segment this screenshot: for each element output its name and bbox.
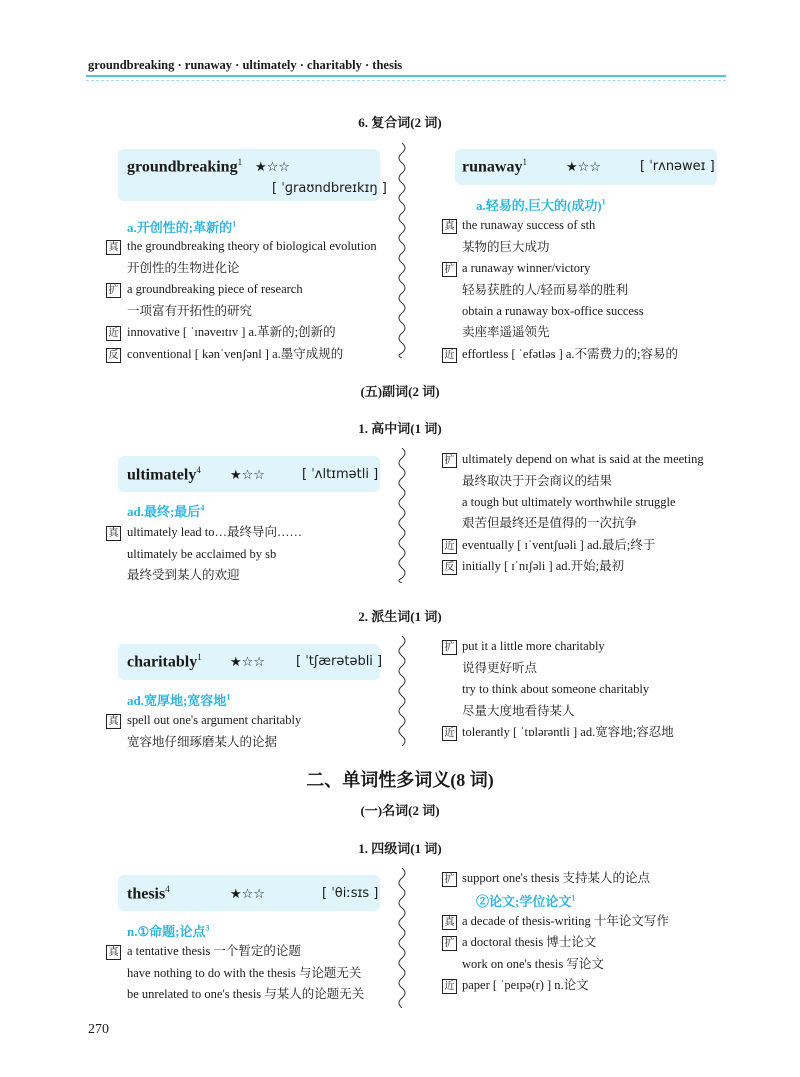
- heading-noun: (一)名词(2 词): [360, 803, 440, 818]
- sense-text: ②论文;学位论文: [476, 894, 572, 909]
- headword-text: thesis: [127, 885, 166, 903]
- heading-derived: 2. 派生词(1 词): [358, 609, 442, 624]
- star-rating: ★☆☆: [230, 655, 265, 670]
- example-translation: 轻易获胜的人/轻而易举的胜利: [462, 283, 628, 297]
- sense-2: [476, 891, 575, 910]
- heading-section2: 二、单词性多词义(8 词): [306, 770, 494, 790]
- marker-zhen: 真: [106, 526, 121, 541]
- star-rating: ★☆☆: [230, 468, 265, 483]
- header-rule-dashed: [86, 80, 726, 81]
- marker-kuo: 扩: [442, 936, 457, 951]
- phonetic: [ ˈtʃærətəbli ]: [296, 654, 383, 669]
- heading-cet4: 1. 四级词(1 词): [358, 841, 442, 856]
- sense: [476, 195, 606, 214]
- example-line: a tough but ultimately worthwhile struggle: [462, 495, 676, 509]
- headword: [127, 652, 202, 671]
- marker-jin: 近: [442, 726, 457, 741]
- marker-zhen: 真: [442, 915, 457, 930]
- example-translation: 说得更好听点: [462, 661, 538, 675]
- example-line: the runaway success of sth: [462, 218, 596, 232]
- sense-sup: 1: [571, 893, 576, 903]
- marker-zhen: 真: [106, 945, 121, 960]
- page-number: 270: [88, 1022, 109, 1037]
- synonym-line: tolerantly [ ˈtɒlərəntli ] ad.宽容地;容忍地: [462, 725, 674, 739]
- example-line: put it a little more charitably: [462, 639, 605, 653]
- phonetic: [ ˈθiːsɪs ]: [322, 886, 379, 901]
- sense-text: n.①命题;论点: [127, 924, 206, 939]
- sense-text: ad.最终;最后: [127, 504, 201, 519]
- example-line: obtain a runaway box-office success: [462, 304, 644, 318]
- sense-sup: 3: [205, 923, 210, 933]
- example-translation: 宽容地仔细琢磨某人的论据: [127, 735, 278, 749]
- sense: [127, 690, 230, 709]
- phonetic: [ ˈɡraʊndbreɪkɪŋ ]: [272, 181, 387, 196]
- headword: [127, 157, 242, 176]
- frequency-sup: 1: [522, 157, 527, 167]
- heading-adverb: (五)副词(2 词): [360, 384, 440, 399]
- example-translation: 最终受到某人的欢迎: [127, 568, 240, 582]
- star-rating: ★☆☆: [230, 887, 265, 902]
- marker-jin: 近: [442, 539, 457, 554]
- example-line: work on one's thesis 写论文: [462, 957, 604, 971]
- marker-kuo: 扩: [106, 283, 121, 298]
- headword: [127, 465, 201, 484]
- example-line: the groundbreaking theory of biological evolution: [127, 239, 377, 253]
- marker-zhen: 真: [106, 240, 121, 255]
- frequency-sup: 4: [196, 465, 201, 475]
- marker-fan: 反: [106, 348, 121, 363]
- example-line: support one's thesis 支持某人的论点: [462, 871, 651, 885]
- headword-text: groundbreaking: [127, 158, 238, 176]
- synonym-line: eventually [ ɪˈventʃuəli ] ad.最后;终于: [462, 538, 656, 552]
- synonym-line: effortless [ ˈefətləs ] a.不需费力的;容易的: [462, 347, 679, 361]
- example-line: be unrelated to one's thesis 与某人的论题无关: [127, 987, 365, 1001]
- synonym-line: innovative [ ˈɪnəveɪtɪv ] a.革新的;创新的: [127, 325, 336, 339]
- marker-kuo: 扩: [442, 872, 457, 887]
- sense-sup: 1: [226, 692, 231, 702]
- marker-zhen: 真: [106, 714, 121, 729]
- header-rule: [86, 75, 726, 77]
- column-divider: [395, 448, 409, 583]
- example-line: a doctoral thesis 博士论文: [462, 935, 597, 949]
- star-rating: ★☆☆: [255, 160, 290, 175]
- frequency-sup: 4: [165, 884, 170, 894]
- example-line: ultimately lead to…最终导向……: [127, 525, 302, 539]
- sense-sup: 1: [232, 219, 237, 229]
- example-line: have nothing to do with the thesis 与论题无关: [127, 966, 362, 980]
- headword: [462, 157, 527, 176]
- sense-sup: 1: [601, 197, 606, 207]
- headword-text: runaway: [462, 158, 523, 176]
- example-line: try to think about someone charitably: [462, 682, 650, 696]
- example-translation: 卖座率遥遥领先: [462, 325, 550, 339]
- sense: [127, 217, 236, 236]
- sense: [127, 501, 204, 520]
- running-header: groundbreaking · runaway · ultimately · charitably · thesis: [88, 58, 403, 72]
- heading-compound: 6. 复合词(2 词): [358, 115, 442, 130]
- example-translation: 开创性的生物进化论: [127, 261, 240, 275]
- example-line: a tentative thesis 一个暂定的论题: [127, 944, 301, 958]
- antonym-line: conventional [ kənˈvenʃənl ] a.墨守成规的: [127, 347, 344, 361]
- frequency-sup: 1: [237, 157, 243, 167]
- example-translation: 尽量大度地看待某人: [462, 704, 575, 718]
- phonetic: [ ˈʌltɪmətli ]: [302, 467, 379, 482]
- example-translation: 最终取决于开会商议的结果: [462, 474, 613, 488]
- example-line: a groundbreaking piece of research: [127, 282, 303, 296]
- synonym-line: paper [ ˈpeɪpə(r) ] n.论文: [462, 978, 589, 992]
- headword-text: ultimately: [127, 466, 197, 484]
- sense-text: a.开创性的;革新的: [127, 220, 233, 235]
- column-divider: [395, 636, 409, 746]
- column-divider: [395, 868, 409, 1008]
- marker-kuo: 扩: [442, 262, 457, 277]
- example-line: spell out one's argument charitably: [127, 713, 302, 727]
- example-line: a runaway winner/victory: [462, 261, 591, 275]
- marker-jin: 近: [442, 348, 457, 363]
- sense-text: ad.宽厚地;宽容地: [127, 693, 227, 708]
- marker-kuo: 扩: [442, 453, 457, 468]
- example-translation: 一项富有开拓性的研究: [127, 304, 253, 318]
- example-translation: 艰苦但最终还是值得的一次抗争: [462, 516, 638, 530]
- sense-sup: 4: [200, 503, 205, 513]
- column-divider: [395, 143, 409, 358]
- antonym-line: initially [ ɪˈnɪʃəli ] ad.开始;最初: [462, 559, 625, 573]
- star-rating: ★☆☆: [566, 160, 601, 175]
- headword: [127, 884, 170, 903]
- sense-text: a.轻易的,巨大的(成功): [476, 198, 602, 213]
- heading-senior: 1. 高中词(1 词): [358, 421, 442, 436]
- example-line: ultimately depend on what is said at the meeting: [462, 452, 704, 466]
- frequency-sup: 1: [197, 652, 202, 662]
- example-translation: 某物的巨大成功: [462, 240, 550, 254]
- example-line: ultimately be acclaimed by sb: [127, 547, 277, 561]
- sense: [127, 921, 209, 940]
- example-line: a decade of thesis-writing 十年论文写作: [462, 914, 669, 928]
- headword-text: charitably: [127, 653, 198, 671]
- marker-zhen: 真: [442, 219, 457, 234]
- marker-jin: 近: [106, 326, 121, 341]
- marker-jin: 近: [442, 979, 457, 994]
- marker-fan: 反: [442, 560, 457, 575]
- phonetic: [ ˈrʌnəweɪ ]: [640, 159, 715, 174]
- marker-kuo: 扩: [442, 640, 457, 655]
